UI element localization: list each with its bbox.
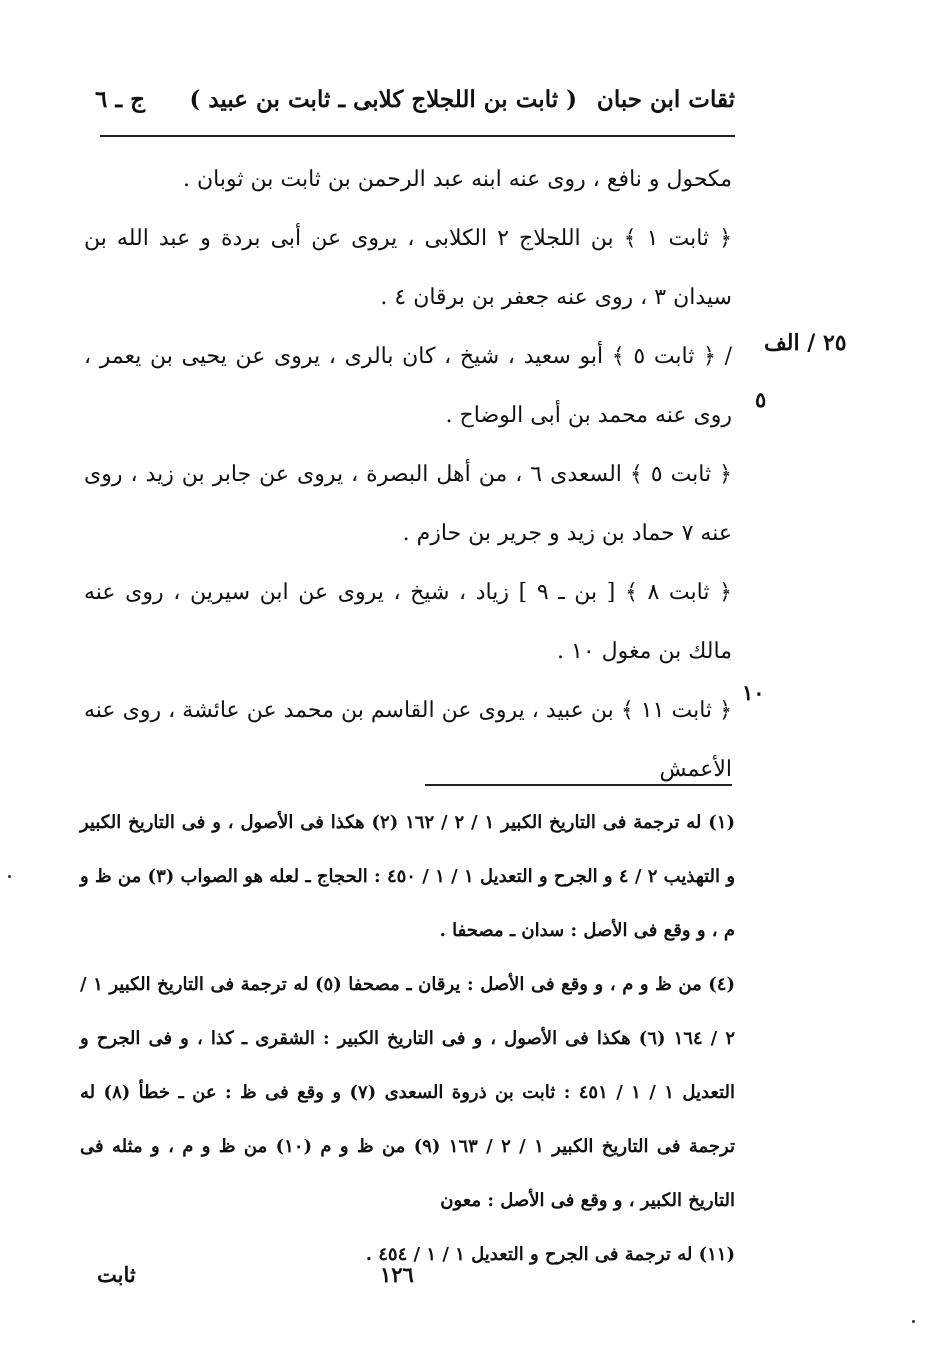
margin-line-number-5: ٥	[755, 387, 767, 412]
entry-thabit-ibn-al-lajlaj: ﴿ ثابت ١ ﴾ بن اللجلاج ٢ الكلابى ، يروى عن أبى بردة و عبد الله بن سيدان ٣ ، روى عنه جعفر بن برقان ٤ .	[84, 226, 732, 310]
catchword: ثابت	[97, 1262, 136, 1287]
entry-thabit-abu-said: / ﴿ ثابت ٥ ﴾ أبو سعيد ، شيخ ، كان بالرى ، يروى عن يحيى بن يعمر ، روى عنه محمد بن أبى الوضاح .	[84, 344, 733, 428]
footnote-rule	[425, 784, 732, 786]
margin-folio-marker: ٢٥ / الف	[764, 330, 847, 356]
entry-thabit-ibn-ubayd: ﴿ ثابت ١١ ﴾ بن عبيد ، يروى عن القاسم بن محمد عن عائشة ، روى عنه الأعمش	[84, 698, 732, 782]
header-volume: ج ـ ٦	[95, 86, 145, 113]
footnotes	[80, 796, 735, 1282]
entry-thabit-al-saadi: ﴿ ثابت ٥ ﴾ السعدى ٦ ، من أهل البصرة ، يروى عن جابر بن زيد ، روى عنه ٧ حماد بن زيد و جرير بن حازم .	[84, 462, 732, 546]
scan-speck	[8, 875, 11, 878]
footnote-block: (١١) له ترجمة فى الجرح و التعديل ١ / ١ / ٤٥٤ .	[365, 1244, 735, 1265]
footnote-block: (١) له ترجمة فى التاريخ الكبير ١ / ٢ / ١٦٢ (٢) هكذا فى الأصول ، و فى التاريخ الكبير و التهذيب ٢ / ٤ و الجرح و التعديل ١ / ١ / ٤٥٠ : الحجاج ـ لعله هو الصواب (٣) من ظ و م ، و وقع فى الأصل : سدان ـ مصحفا .	[80, 812, 736, 941]
main-text	[84, 150, 732, 799]
body-paragraph: مكحول و نافع ، روى عنه ابنه عبد الرحمن بن ثابت بن ثوبان .	[183, 167, 732, 192]
scan-speck	[912, 1320, 915, 1323]
header-book-title: ثقات ابن حبان	[596, 86, 735, 113]
entry-thabit-ibn-ziyad: ﴿ ثابت ٨ ﴾ [ بن ـ ٩ ] زياد ، شيخ ، يروى عن ابن سيرين ، روى عنه مالك بن مغول ١٠ .	[84, 580, 732, 664]
header-entry-range: ( ثابت بن اللجلاج كلابى ـ ثابت بن عبيد )	[189, 86, 577, 113]
running-header	[95, 86, 735, 122]
page-number: ١٢٦	[380, 1262, 414, 1287]
margin-line-number-10: ١٠	[742, 680, 765, 705]
footnote-block: (٤) من ظ و م ، و وقع فى الأصل : يرقان ـ مصحفا (٥) له ترجمة فى التاريخ الكبير ١ / ٢ / ١٦٤ (٦) هكذا فى الأصول ، و فى التاريخ الكبير : الشقرى ـ كذا ، و فى الجرح و التعديل ١ / ١ / ٤٥١ : ثابت بن ذروة السعدى (٧) و وقع فى ظ : عن ـ خطأ (٨) له ترجمة فى التاريخ الكبير ١ / ٢ / ١٦٣ (٩) من ظ و م (١٠) من ظ و م ، و مثله فى التاريخ الكبير ، و وقع فى الأصل : معون	[80, 974, 736, 1211]
header-rule	[100, 135, 735, 137]
